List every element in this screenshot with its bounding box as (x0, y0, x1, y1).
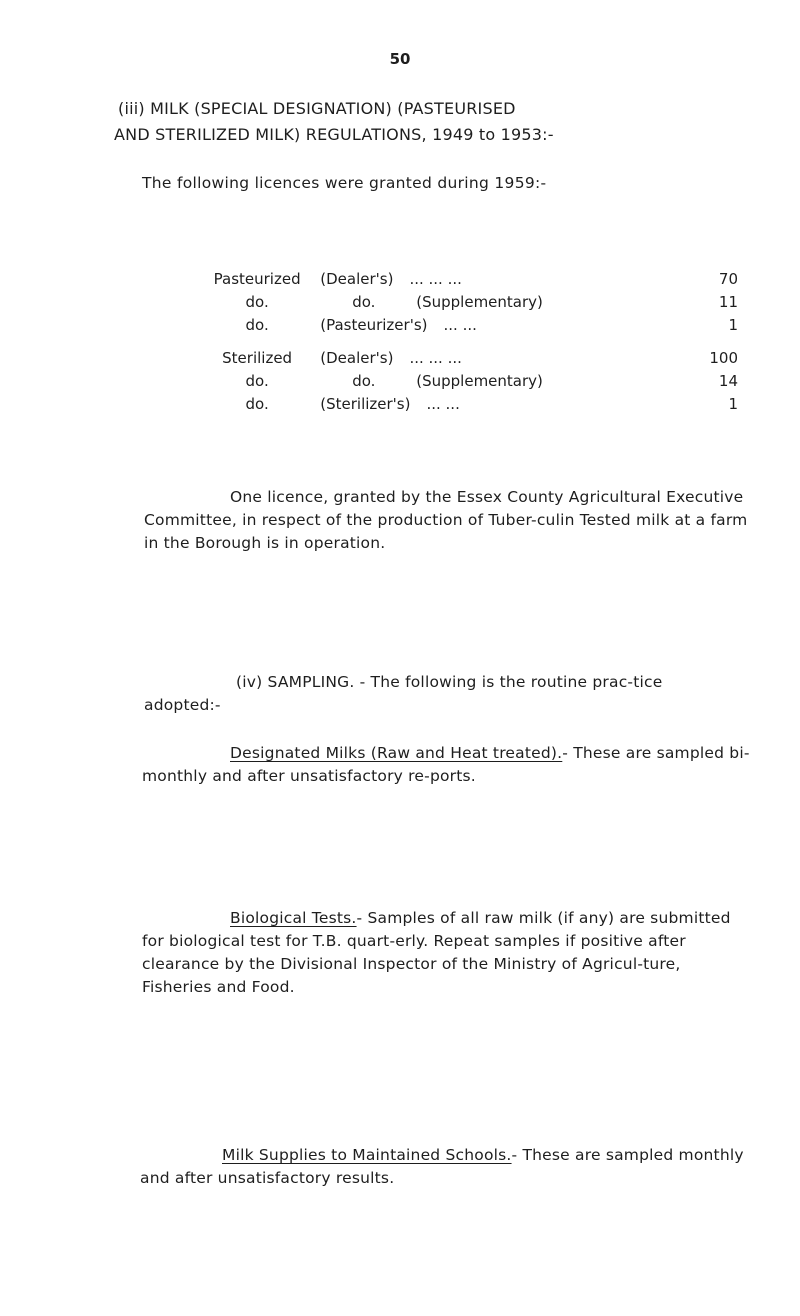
licence-count: 100 (709, 349, 738, 367)
licence-leader-dots: ... ... ... (409, 349, 462, 367)
licence-row (194, 270, 744, 293)
licence-type: do. (245, 316, 269, 334)
heading-line-1: (iii) MILK (SPECIAL DESIGNATION) (PASTEURISED (118, 99, 516, 118)
licences-table (194, 270, 744, 418)
biological-tests-title: Biological Tests. (230, 909, 357, 927)
licence-desc-text: (Sterilizer's) (320, 395, 411, 413)
biological-tests-paragraph (142, 907, 752, 999)
licence-description (320, 339, 673, 372)
licence-type: do. (245, 395, 269, 413)
licence-count: 14 (718, 372, 738, 390)
licence-count: 1 (728, 316, 738, 334)
heading-line-2: AND STERILIZED MILK) REGULATIONS, 1949 to 1953:- (114, 125, 554, 144)
licence-type: do. (245, 372, 269, 390)
licence-description (320, 293, 673, 316)
licence-count: 11 (718, 293, 738, 311)
licence-description (320, 270, 673, 293)
licence-description (320, 372, 673, 395)
licence-count: 70 (718, 270, 738, 288)
licence-desc-text: (Dealer's) (320, 349, 394, 367)
licence-description (320, 316, 673, 339)
licence-note-text: One licence, granted by the Essex County Agricultural Executive Committee, in respect of the production of Tuber-culin Tested milk at a farm in the Borough is in operation. (144, 488, 748, 552)
licence-row (194, 395, 744, 418)
licence-sub-ditto: do. (352, 372, 376, 390)
school-milk-text: - These are sampled monthly and after unsatisfactory results. (140, 1146, 744, 1187)
school-milk-paragraph (140, 1144, 760, 1190)
licence-type: Pasteurized (213, 270, 301, 288)
sampling-heading-paragraph (144, 671, 744, 717)
section-heading (114, 96, 718, 148)
designated-milks-text: - These are sampled bi-monthly and after unsatisfactory re-ports. (142, 744, 750, 785)
licence-leader-dots: ... ... (443, 316, 477, 334)
page-number: 50 (389, 50, 411, 68)
licence-leader-dots: ... ... ... (409, 270, 462, 288)
licence-count: 1 (728, 395, 738, 413)
sampling-heading-text: (iv) SAMPLING. - The following is the routine prac-tice adopted:- (144, 673, 663, 714)
licence-desc-text: (Dealer's) (320, 270, 394, 288)
licence-desc-text: (Supplementary) (416, 372, 543, 390)
licence-type: do. (245, 293, 269, 311)
licence-description (320, 395, 673, 418)
licence-note-paragraph (144, 486, 760, 555)
licence-desc-text: (Supplementary) (416, 293, 543, 311)
licence-leader-dots: ... ... (426, 395, 460, 413)
licence-desc-text: (Pasteurizer's) (320, 316, 428, 334)
designated-milks-title: Designated Milks (Raw and Heat treated). (230, 744, 563, 762)
licence-row (194, 316, 744, 339)
licence-row (194, 293, 744, 316)
licence-sub-ditto: do. (352, 293, 376, 311)
licence-type: Sterilized (222, 349, 293, 367)
intro-text: The following licences were granted during 1959:- (142, 174, 547, 192)
biological-tests-text: - Samples of all raw milk (if any) are submitted for biological test for T.B. quart-erly. Repeat samples if positive after clearance by the Divisional Inspector of the Ministry of Agricul-ture, Fisheries and Food. (142, 909, 731, 996)
designated-milks-paragraph (142, 742, 752, 788)
school-milk-title: Milk Supplies to Maintained Schools. (222, 1146, 512, 1164)
licence-row (194, 339, 744, 372)
licence-row (194, 372, 744, 395)
